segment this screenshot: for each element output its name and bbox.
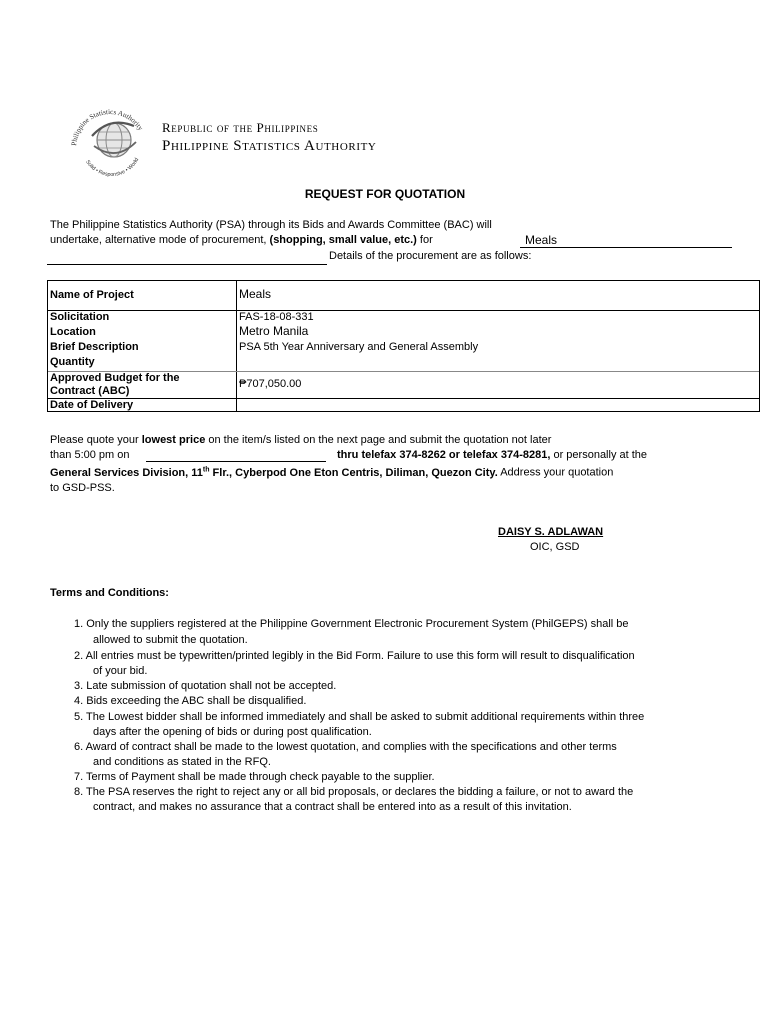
term-line: contract, and makes no assurance that a contract shall be entered into as a result of this invitation. xyxy=(93,801,572,813)
table-label: Solicitation xyxy=(50,311,110,323)
table-label: Approved Budget for the xyxy=(50,372,180,384)
table-value-abc: ₱707,050.00 xyxy=(239,378,302,390)
table-label-continued: Contract (ABC) xyxy=(50,385,130,397)
table-value: Metro Manila xyxy=(239,324,309,338)
table-value: Meals xyxy=(239,287,272,301)
terms-heading: Terms and Conditions: xyxy=(50,587,169,599)
quote-line-1 xyxy=(50,434,551,446)
intro-line-1: The Philippine Statistics Authority (PSA) through its Bids and Awards Committee (BAC) will xyxy=(50,219,492,231)
psa-seal-logo xyxy=(62,96,158,192)
agency-header xyxy=(162,120,376,155)
term-line: days after the opening of bids or during post qualification. xyxy=(93,726,372,738)
table-column-divider xyxy=(236,281,237,411)
purpose-value: Meals xyxy=(525,233,558,247)
procurement-details-table xyxy=(47,280,760,412)
term-line: 7. Terms of Payment shall be made through check payable to the supplier. xyxy=(74,771,435,783)
quote-address-a: General Services Division, 11 xyxy=(50,466,203,479)
seal-text: Philippine Statistics Authority xyxy=(70,107,145,147)
table-label: Brief Description xyxy=(50,341,139,353)
table-value: FAS-18-08-331 xyxy=(239,311,314,323)
signatory-title: OIC, GSD xyxy=(530,541,580,553)
term-line: 8. The PSA reserves the right to reject any or all bid proposals, or declares the bidding a failure, or not to award the xyxy=(74,786,634,798)
purpose-continuation-line xyxy=(47,264,327,265)
intro-line-2-post: for xyxy=(419,234,433,246)
term-line: and conditions as stated in the RFQ. xyxy=(93,756,271,768)
intro-procurement-mode: (shopping, small value, etc.) xyxy=(269,234,417,246)
table-row-divider xyxy=(48,398,759,399)
purpose-underline xyxy=(520,247,732,248)
quote-line-2-b: or personally at the xyxy=(553,449,648,461)
signatory-name: DAISY S. ADLAWAN xyxy=(498,526,604,538)
term-line: of your bid. xyxy=(93,665,148,677)
term-line: 2. All entries must be typewritten/printed legibly in the Bid Form. Failure to use this form will result to disqualification xyxy=(74,650,635,662)
seal-motto: Solid • Responsive • World xyxy=(84,157,141,178)
quote-address-b: Flr., Cyberpod One Eton Centris, Diliman, Quezon City. xyxy=(212,466,498,479)
table-label: Quantity xyxy=(50,356,95,368)
term-line: 5. The Lowest bidder shall be informed immediately and shall be asked to submit additional requirements within three xyxy=(74,711,645,723)
term-line: 4. Bids exceeding the ABC shall be disqualified. xyxy=(74,695,307,707)
table-label: Location xyxy=(50,326,96,338)
quote-lowest-price: lowest price xyxy=(141,434,206,446)
republic-line: Republic of the Philippines xyxy=(162,120,319,135)
quote-deadline-label: than 5:00 pm on xyxy=(50,449,130,461)
table-label: Name of Project xyxy=(50,289,134,301)
intro-line-2 xyxy=(50,234,433,246)
quote-address-sup: th xyxy=(202,466,210,473)
quote-line-1-a: Please quote your xyxy=(50,434,139,446)
term-line: 6. Award of contract shall be made to the lowest quotation, and complies with the specifications and other terms xyxy=(74,741,617,753)
intro-line-3: Details of the procurement are as follows: xyxy=(329,250,532,262)
intro-line-2-pre: undertake, alternative mode of procurement, xyxy=(50,234,267,246)
quote-line-3 xyxy=(50,466,613,479)
table-label: Date of Delivery xyxy=(50,399,134,411)
term-line: 1. Only the suppliers registered at the Philippine Government Electronic Procurement System (PhilGEPS) shall be xyxy=(74,618,629,630)
table-row-divider xyxy=(48,310,759,311)
quote-line-3-b: Address your quotation xyxy=(500,466,614,479)
term-line: 3. Late submission of quotation shall not be accepted. xyxy=(74,680,337,692)
table-value: PSA 5th Year Anniversary and General Assembly xyxy=(239,341,479,353)
term-line: allowed to submit the quotation. xyxy=(93,634,248,646)
quote-line-1-b: on the item/s listed on the next page and submit the quotation not later xyxy=(208,434,552,446)
agency-name: Philippine Statistics Authority xyxy=(162,138,377,154)
deadline-date-blank xyxy=(146,461,326,462)
quote-line-2 xyxy=(337,449,647,461)
quote-line-4: to GSD-PSS. xyxy=(50,482,115,494)
quote-telefax: thru telefax 374-8262 or telefax 374-8281, xyxy=(337,449,551,461)
document-title: REQUEST FOR QUOTATION xyxy=(304,187,466,201)
